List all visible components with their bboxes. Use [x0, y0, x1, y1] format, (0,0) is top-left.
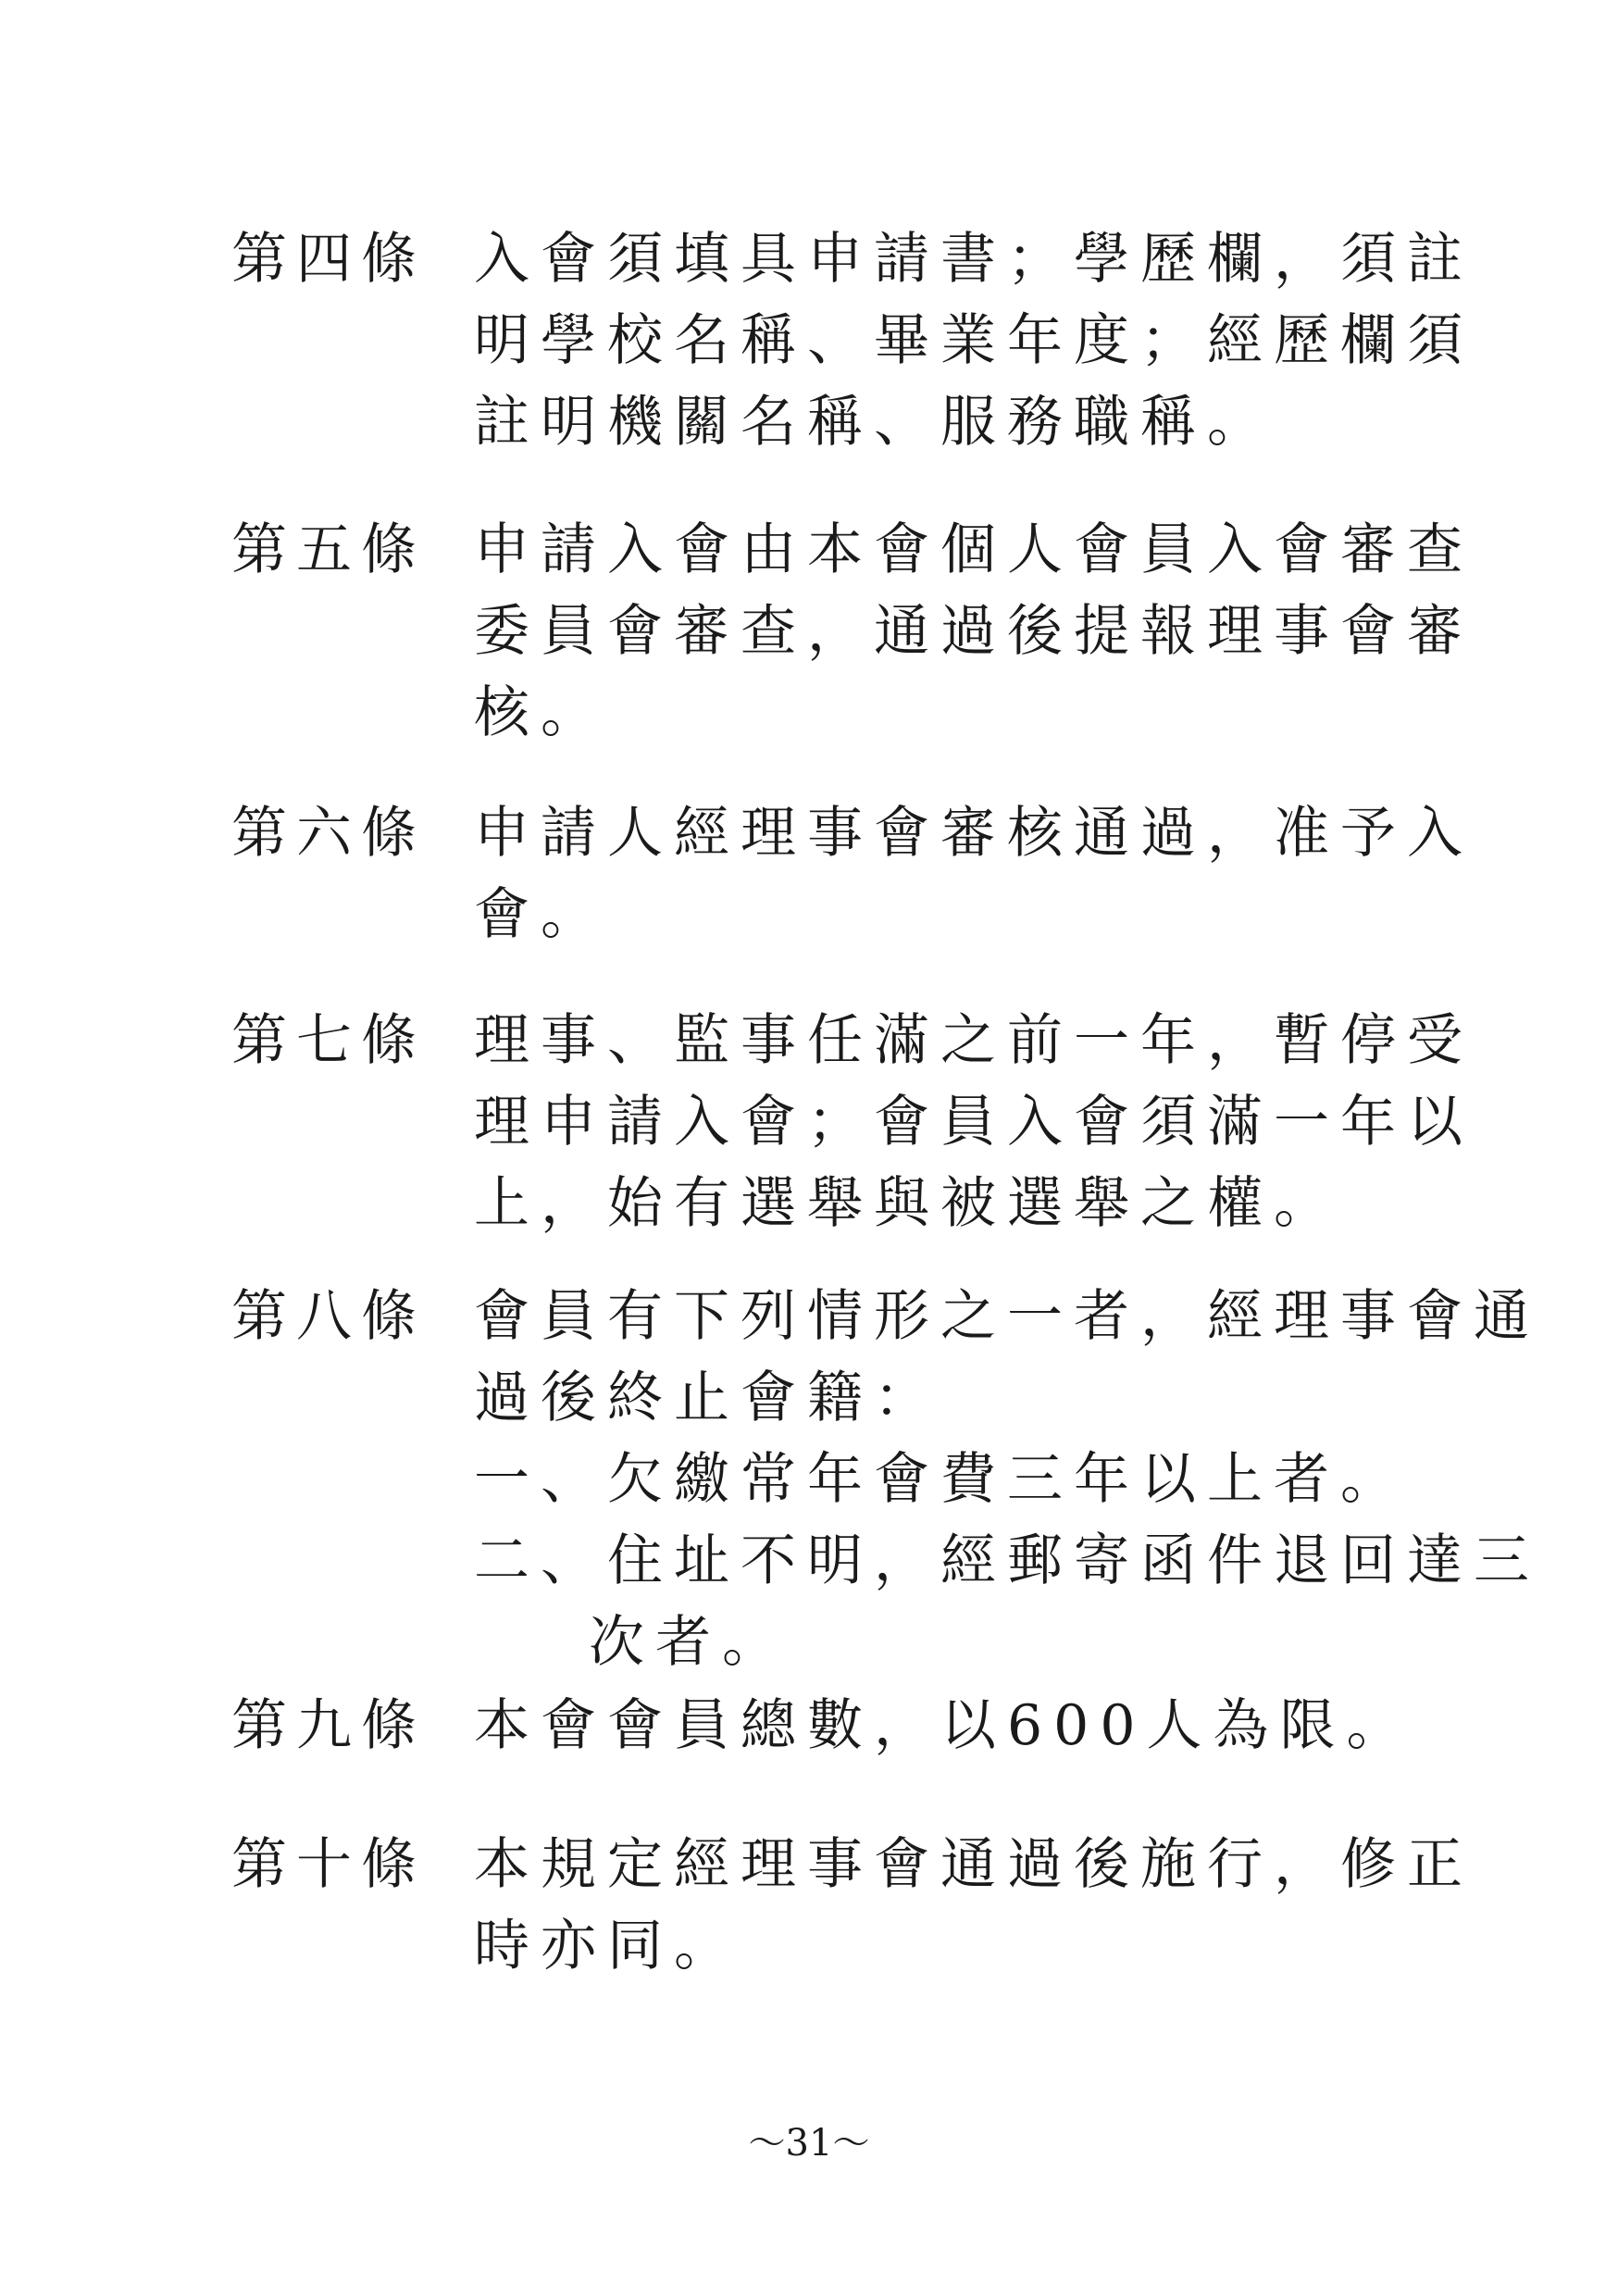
article-text: [474, 1824, 1474, 1987]
article-line: 核。: [474, 680, 607, 745]
article-label: 第九條: [231, 1693, 426, 1758]
article-line: 本規定經理事會通過後施行，修正: [474, 1832, 1474, 1897]
article-text: [474, 792, 1474, 955]
article-line: 過後終止會籍：: [474, 1366, 940, 1430]
article-line: 申請人經理事會審核通過，准予入: [474, 801, 1474, 866]
article-text: [474, 509, 1474, 754]
article-line: 申請入會由本會個人會員入會審查: [474, 518, 1474, 582]
page-number: ～31～: [748, 2122, 870, 2165]
article-line: 理事、監事任滿之前一年，暫停受: [474, 1008, 1474, 1073]
article-line: 明學校名稱、畢業年度；經歷欄須: [474, 308, 1474, 373]
article-label: 第八條: [231, 1284, 426, 1349]
article-line: 時亦同。: [474, 1914, 741, 1978]
article-line: 會。: [474, 882, 607, 947]
article-line: 上，始有選舉與被選舉之權。: [474, 1171, 1340, 1236]
article-label: 第四條: [231, 227, 426, 292]
article-line: 理申請入會；會員入會須滿一年以: [474, 1090, 1474, 1154]
article-label: 第六條: [231, 801, 426, 866]
article-list-item-continuation: 次者。: [589, 1610, 789, 1675]
article-line: 會員有下列情形之一者，經理事會通: [474, 1284, 1540, 1349]
article-label: 第七條: [231, 1008, 426, 1073]
article-line: 委員會審查，通過後提報理事會審: [474, 599, 1474, 664]
article-line: 入會須填具申請書；學歷欄，須註: [474, 227, 1474, 292]
article-line: 註明機關名稱、服務職稱。: [474, 390, 1274, 455]
article-label: 第五條: [231, 518, 426, 582]
article-line: 本會會員總數，以600人為限。: [474, 1693, 1413, 1758]
article-text: [474, 1276, 1540, 1683]
article-list-item: 二、住址不明，經郵寄函件退回達三: [474, 1529, 1540, 1593]
article-text: [474, 218, 1474, 463]
article-list-item: 一、欠繳常年會費三年以上者。: [474, 1447, 1407, 1512]
article-label: 第十條: [231, 1832, 426, 1897]
article-text: [474, 1000, 1474, 1244]
article-text: [474, 1685, 1413, 1766]
